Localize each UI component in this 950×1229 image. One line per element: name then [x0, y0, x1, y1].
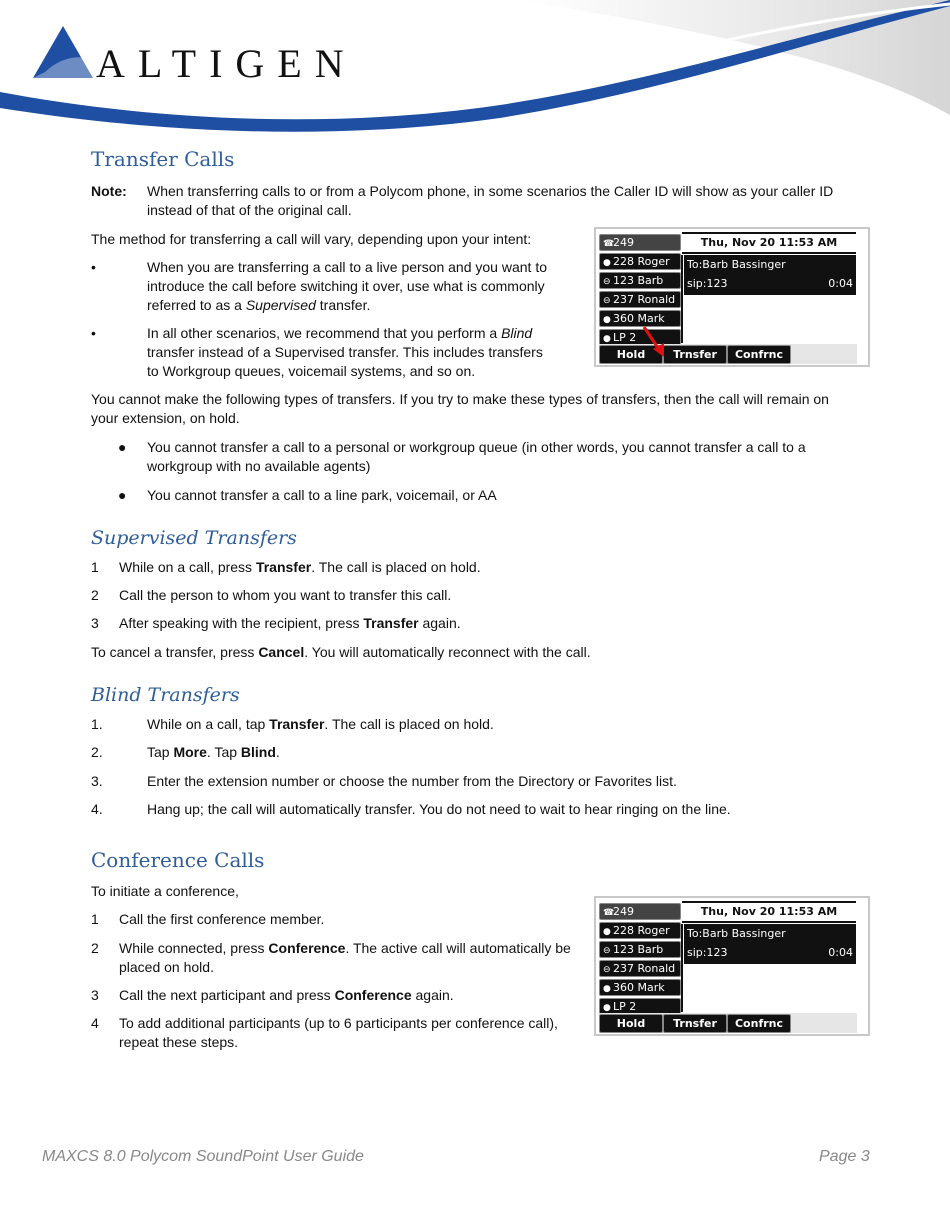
- step-number: 4.: [91, 801, 103, 817]
- step-number: 3: [91, 987, 99, 1003]
- conference-step-3: Call the next participant and press Conference again.: [119, 987, 454, 1003]
- phone-datetime: Thu, Nov 20 11:53 AM: [682, 232, 856, 254]
- supervised-step-1: While on a call, press Transfer. The call is placed on hold.: [119, 559, 481, 575]
- conference-step-4-line1: To add additional participants (up to 6 participants per conference call),: [119, 1015, 558, 1031]
- bullet-1-line3: referred to as a Supervised transfer.: [147, 297, 371, 313]
- softkey-conference: Confrnc: [727, 345, 791, 364]
- step-number: 4: [91, 1015, 99, 1031]
- active-call-box: To:Barb Bassinger sip:123 0:04: [684, 924, 856, 964]
- section-title-conference: Conference Calls: [91, 848, 265, 872]
- bullet-2-line3: to Workgroup queues, voicemail systems, and so on.: [147, 363, 476, 379]
- line-key: ● 360 Mark: [599, 310, 681, 327]
- line-keys: [599, 903, 681, 1017]
- blind-step-4: Hang up; the call will automatically transfer. You do not need to wait to hear ringing on the line.: [147, 801, 731, 817]
- line-key: ● 360 Mark: [599, 979, 681, 996]
- phone-icon: ☎: [603, 239, 615, 249]
- footer-page-number: Page 3: [819, 1148, 870, 1165]
- conference-intro: To initiate a conference,: [91, 883, 239, 899]
- phone-screen-conference: [594, 896, 870, 1036]
- bullet-1-line2: introduce the call before switching it over, use what is commonly: [147, 278, 545, 294]
- step-number: 3: [91, 615, 99, 631]
- conference-step-1: Call the first conference member.: [119, 911, 325, 927]
- line-key: ● LP 2: [599, 998, 681, 1015]
- person-icon: ●: [603, 984, 611, 994]
- bullet-2-line2: transfer instead of a Supervised transfer. This includes transfers: [147, 344, 543, 360]
- person-icon: ●: [603, 334, 611, 344]
- section-title-transfer-calls: Transfer Calls: [91, 147, 235, 171]
- bullet-marker: •: [91, 259, 96, 275]
- line-key: ⊖ 123 Barb: [599, 272, 681, 289]
- step-number: 1: [91, 559, 99, 575]
- brand-logo-text: ALTIGEN: [96, 41, 357, 86]
- cannot-text-line2: your extension, on hold.: [91, 410, 240, 426]
- bullet-marker: •: [91, 325, 96, 341]
- line-key: ● 228 Roger: [599, 253, 681, 270]
- note-label: Note:: [91, 183, 127, 199]
- bullet-2-line1: In all other scenarios, we recommend that you perform a Blind: [147, 325, 533, 341]
- conference-step-4-line2: repeat these steps.: [119, 1034, 239, 1050]
- line-key: ⊖ 123 Barb: [599, 941, 681, 958]
- softkey-conference: Confrnc: [727, 1014, 791, 1033]
- line-key: ● LP 2: [599, 329, 681, 346]
- step-number: 1.: [91, 716, 103, 732]
- bullet-marker: ●: [118, 439, 127, 455]
- conference-step-2-line2: placed on hold.: [119, 959, 214, 975]
- softkey-transfer: Trnsfer: [663, 1014, 727, 1033]
- section-title-blind: Blind Transfers: [91, 684, 240, 706]
- cannot-item-2: You cannot transfer a call to a line park, voicemail, or AA: [147, 487, 497, 503]
- blind-step-3: Enter the extension number or choose the number from the Directory or Favorites list.: [147, 773, 677, 789]
- cancel-instruction: To cancel a transfer, press Cancel. You will automatically reconnect with the call.: [91, 644, 591, 660]
- supervised-step-3: After speaking with the recipient, press Transfer again.: [119, 615, 461, 631]
- cannot-item-1-line1: You cannot transfer a call to a personal or workgroup queue (in other words, you cannot transfer a call to a: [147, 439, 806, 455]
- phone-icon: ☎: [603, 908, 615, 918]
- busy-icon: ⊖: [603, 277, 611, 287]
- active-call-box: To:Barb Bassinger sip:123 0:04: [684, 255, 856, 295]
- softkey-hold: Hold: [599, 1014, 663, 1033]
- phone-datetime: Thu, Nov 20 11:53 AM: [682, 901, 856, 923]
- bullet-marker: ●: [118, 487, 127, 503]
- step-number: 3.: [91, 773, 103, 789]
- step-number: 1: [91, 911, 99, 927]
- softkey-bar: [599, 1013, 857, 1033]
- note-text-line1: When transferring calls to or from a Polycom phone, in some scenarios the Caller ID will show as your caller ID: [147, 183, 834, 199]
- footer-guide-title: MAXCS 8.0 Polycom SoundPoint User Guide: [42, 1148, 364, 1165]
- cannot-text-line1: You cannot make the following types of transfers. If you try to make these types of transfers, then the call will remain on: [91, 391, 829, 407]
- line-key: ☎249: [599, 903, 681, 920]
- step-number: 2: [91, 940, 99, 956]
- supervised-step-2: Call the person to whom you want to transfer this call.: [119, 587, 452, 603]
- phone-screen-transfer: [594, 227, 870, 367]
- line-key: ⊖ 237 Ronald: [599, 291, 681, 308]
- person-icon: ●: [603, 1003, 611, 1013]
- cannot-item-1-line2: workgroup with no available agents): [147, 458, 371, 474]
- bullet-1-line1: When you are transferring a call to a live person and you want to: [147, 259, 547, 275]
- busy-icon: ⊖: [603, 946, 611, 956]
- busy-icon: ⊖: [603, 965, 611, 975]
- step-number: 2: [91, 587, 99, 603]
- blind-step-2: Tap More. Tap Blind.: [147, 744, 280, 760]
- red-arrow-icon: [640, 323, 670, 359]
- line-key: ☎249: [599, 234, 681, 251]
- transfer-intro: The method for transferring a call will vary, depending upon your intent:: [91, 231, 532, 247]
- softkey-hold: Hold: [599, 345, 663, 364]
- person-icon: ●: [603, 927, 611, 937]
- softkey-bar: [599, 344, 857, 364]
- line-key: ● 228 Roger: [599, 922, 681, 939]
- softkey-transfer: Trnsfer: [663, 345, 727, 364]
- person-icon: ●: [603, 258, 611, 268]
- note-text-line2: instead of that of the original call.: [147, 202, 352, 218]
- busy-icon: ⊖: [603, 296, 611, 306]
- conference-step-2-line1: While connected, press Conference. The active call will automatically be: [119, 940, 571, 956]
- person-icon: ●: [603, 315, 611, 325]
- section-title-supervised: Supervised Transfers: [91, 527, 297, 549]
- blind-step-1: While on a call, tap Transfer. The call is placed on hold.: [147, 716, 494, 732]
- line-key: ⊖ 237 Ronald: [599, 960, 681, 977]
- step-number: 2.: [91, 744, 103, 760]
